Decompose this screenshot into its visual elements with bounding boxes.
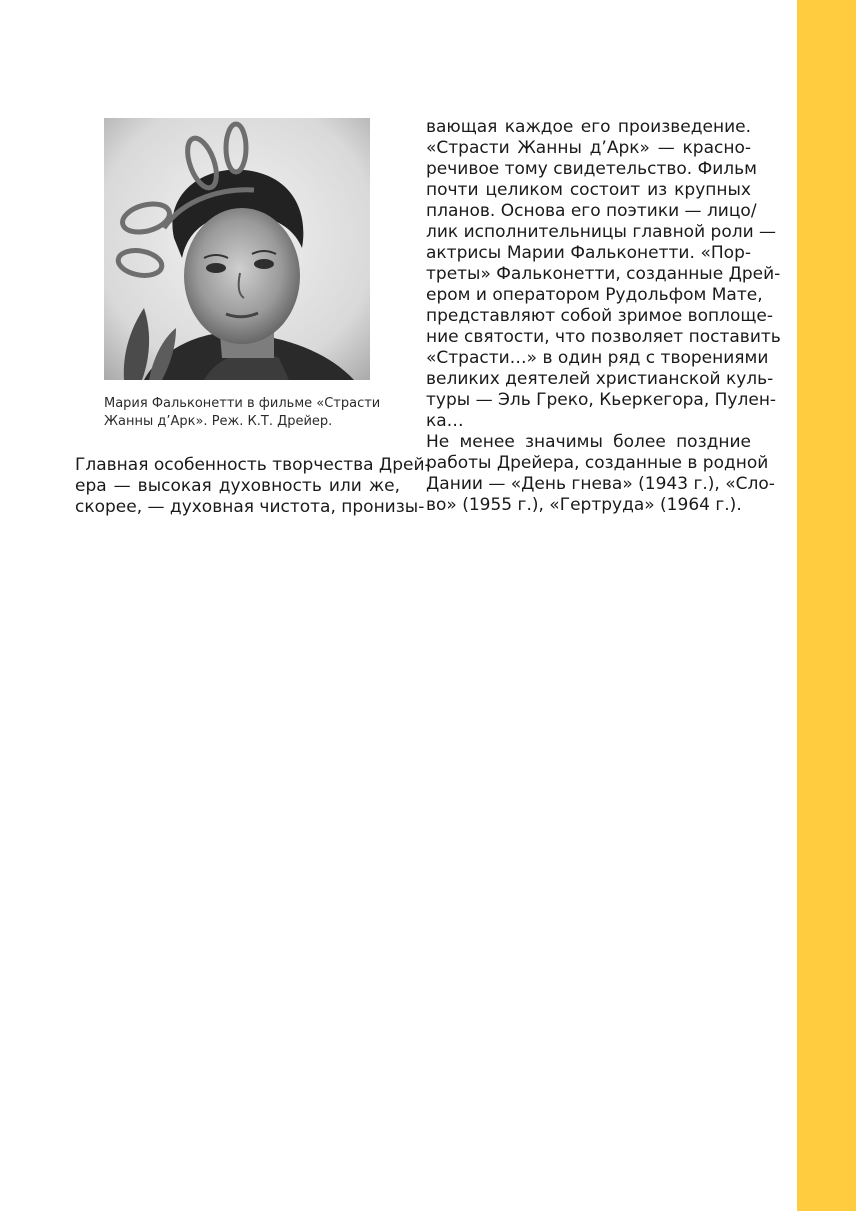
caption-line: Мария Фальконетти в фильме «Страсти (104, 396, 381, 411)
paragraph-line: почти целиком состоит из крупных (426, 180, 751, 200)
paragraph-line: «Страсти…» в один ряд с творениями (426, 348, 769, 368)
paragraph-line: представляют собой зримое воплоще- (426, 306, 773, 326)
paragraph-line: Дании — «День гнева» (1943 г.), «Сло- (426, 474, 775, 494)
caption-line: Жанны д’Арк». Реж. К.Т. Дрейер. (104, 414, 333, 429)
paragraph-line: треты» Фальконетти, созданные Дрей- (426, 264, 781, 284)
paragraph-line: ка… (426, 411, 464, 431)
photo-caption (104, 395, 379, 431)
paragraph-line: лик исполнительницы главной роли — (426, 222, 777, 242)
paragraph-line: ера — высокая духовность или же, (75, 476, 400, 496)
paragraph-line: планов. Основа его поэтики — лицо/ (426, 201, 757, 221)
accent-side-strip (797, 0, 856, 1211)
paragraph-line: работы Дрейера, созданные в родной (426, 453, 769, 473)
paragraph-line: ером и оператором Рудольфом Мате, (426, 285, 763, 305)
paragraph-line: Не менее значимы более поздние (426, 432, 751, 452)
paragraph-line: во» (1955 г.), «Гертруда» (1964 г.). (426, 495, 742, 515)
paragraph-line: ние святости, что позволяет поставить (426, 327, 781, 347)
paragraph-line: скорее, — духовная чистота, пронизы- (75, 497, 425, 517)
paragraph-line: великих деятелей христианской куль- (426, 369, 774, 389)
paragraph-line: «Страсти Жанны д’Арк» — красно- (426, 138, 751, 158)
portrait-photo-icon (104, 118, 370, 380)
paragraph-line: актрисы Марии Фальконетти. «Пор- (426, 243, 751, 263)
paragraph-line: Главная особенность творчества Дрей- (75, 455, 431, 475)
film-still-photo (104, 118, 370, 380)
paragraph-line: речивое тому свидетельство. Фильм (426, 159, 757, 179)
paragraph-line: вающая каждое его произведение. (426, 117, 751, 137)
left-text-column (75, 455, 431, 518)
paragraph-line: туры — Эль Греко, Кьеркегора, Пулен- (426, 390, 777, 410)
right-text-column (426, 117, 781, 516)
